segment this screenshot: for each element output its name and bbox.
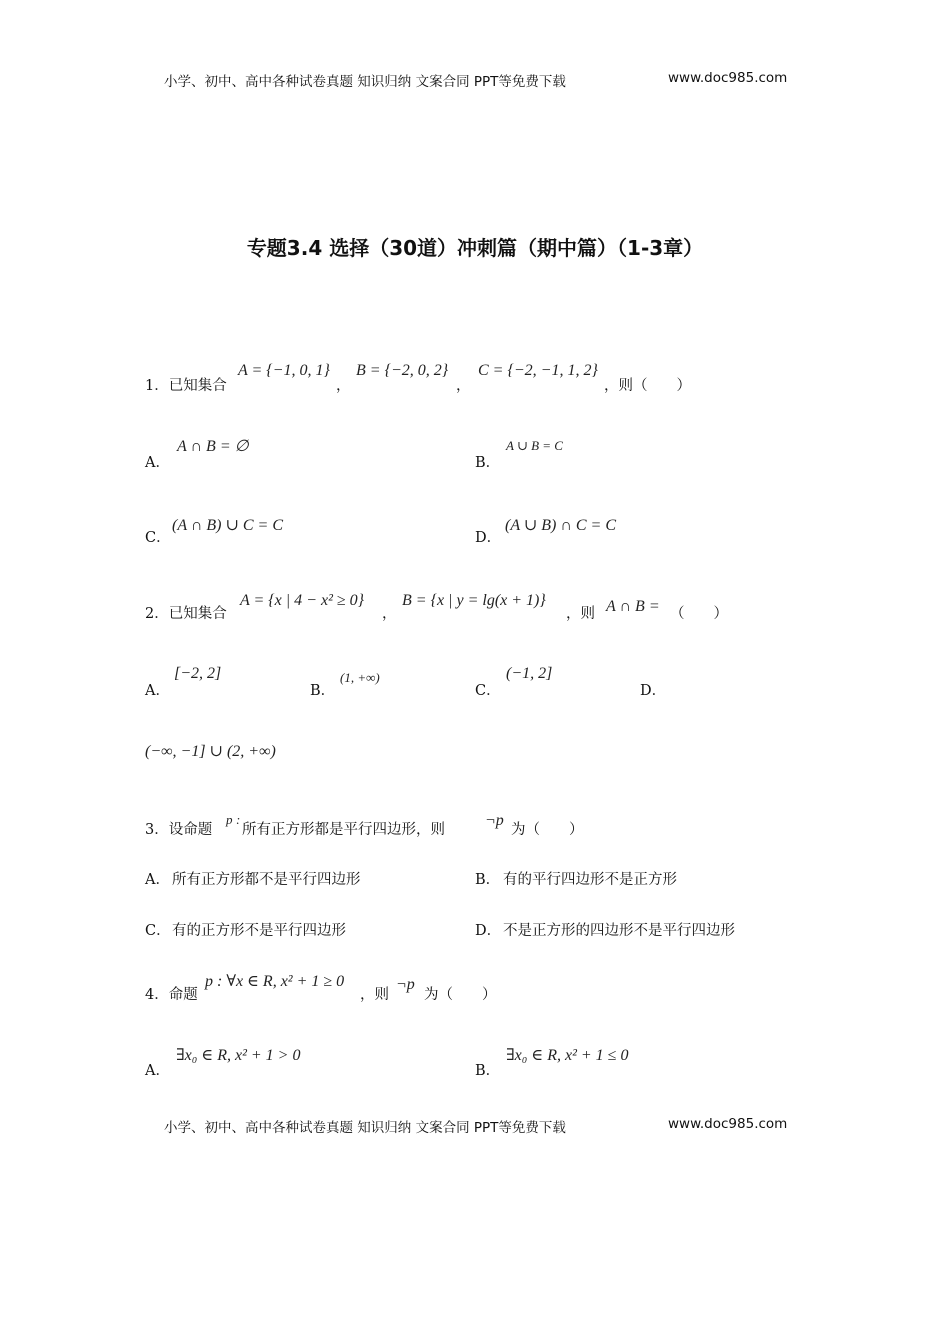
q1-number: 1．已知集合 [145, 378, 227, 394]
q3-option-c-text: 有的正方形不是平行四边形 [172, 923, 346, 939]
q2-expr: A ∩ B = [606, 598, 660, 615]
q2-option-d-label: D． [640, 683, 667, 699]
q1-option-b-expr: A ∪ B = C [506, 438, 563, 453]
q1-option-c-label: C． [145, 530, 171, 546]
q4-option-b-label: B． [475, 1063, 501, 1079]
header-url[interactable]: www.doc985.com [668, 70, 788, 86]
q2-option-b-expr: (1, +∞) [340, 670, 380, 685]
q3-option-c-label: C． [145, 923, 171, 939]
q2-tail: （ ） [670, 606, 728, 622]
footer-text: 小学、初中、高中各种试卷真题 知识归纳 文案合同 PPT等免费下载 [164, 1120, 566, 1136]
q1-option-d-expr: (A ∪ B) ∩ C = C [505, 517, 617, 534]
q4-option-b-expr: ∃x₀ ∈ R, x² + 1 ≤ 0 [506, 1047, 629, 1064]
header-text: 小学、初中、高中各种试卷真题 知识归纳 文案合同 PPT等免费下载 [164, 74, 566, 90]
q2-set-a: A = {x | 4 − x² ≥ 0} [240, 592, 365, 609]
q1-comma-1: ， [336, 378, 351, 394]
q1-set-b: B = {−2, 0, 2} [356, 362, 449, 379]
q4-number: 4．命题 [145, 987, 198, 1003]
q4-text: ，则 [360, 987, 389, 1003]
q3-option-a-text: 所有正方形都不是平行四边形 [172, 872, 361, 888]
q3-option-d-text: 不是正方形的四边形不是平行四边形 [503, 923, 735, 939]
q3-not-p: ¬p [485, 812, 504, 829]
q2-option-d-expr: (−∞, −1] ∪ (2, +∞) [145, 743, 276, 760]
q2-comma: ， [382, 606, 397, 622]
q2-option-c-expr: (−1, 2] [506, 665, 553, 682]
q2-tail-pre: ，则 [566, 606, 595, 622]
q1-option-a-label: A． [145, 455, 170, 471]
q4-not-p: ¬p [396, 976, 415, 993]
q2-option-a-label: A． [145, 683, 170, 699]
q2-number: 2．已知集合 [145, 606, 227, 622]
q1-option-b-label: B． [475, 455, 501, 471]
page-title: 专题3.4 选择（30道）冲刺篇（期中篇）（1-3章） [246, 236, 704, 260]
q2-option-c-label: C． [475, 683, 501, 699]
q4-expr: p : ∀x ∈ R, x² + 1 ≥ 0 [205, 973, 345, 990]
q2-option-b-label: B． [310, 683, 336, 699]
q1-comma-2: ， [456, 378, 471, 394]
footer-url[interactable]: www.doc985.com [668, 1116, 788, 1132]
q3-text: 所有正方形都是平行四边形，则 [242, 822, 445, 838]
q2-option-a-expr: [−2, 2] [174, 665, 222, 682]
q3-tail: 为（ ） [511, 822, 584, 838]
q1-tail: ，则（ ） [604, 378, 691, 394]
q3-option-a-label: A． [145, 872, 170, 888]
q4-tail: 为（ ） [424, 987, 497, 1003]
q1-option-d-label: D． [475, 530, 502, 546]
q3-option-d-label: D． [475, 923, 502, 939]
q3-colon: : [236, 812, 241, 827]
q1-set-a: A = {−1, 0, 1} [238, 362, 330, 379]
q4-option-a-label: A． [145, 1063, 170, 1079]
q1-set-c: C = {−2, −1, 1, 2} [478, 362, 598, 379]
q3-p: p [226, 812, 233, 827]
q4-option-a-expr: ∃x₀ ∈ R, x² + 1 > 0 [176, 1047, 301, 1064]
q1-option-c-expr: (A ∩ B) ∪ C = C [172, 517, 284, 534]
q2-set-b: B = {x | y = lg(x + 1)} [402, 592, 546, 609]
q3-option-b-label: B． [475, 872, 501, 888]
q3-number: 3．设命题 [145, 822, 213, 838]
q1-option-a-expr: A ∩ B = ∅ [177, 438, 249, 455]
q3-option-b-text: 有的平行四边形不是正方形 [503, 872, 677, 888]
